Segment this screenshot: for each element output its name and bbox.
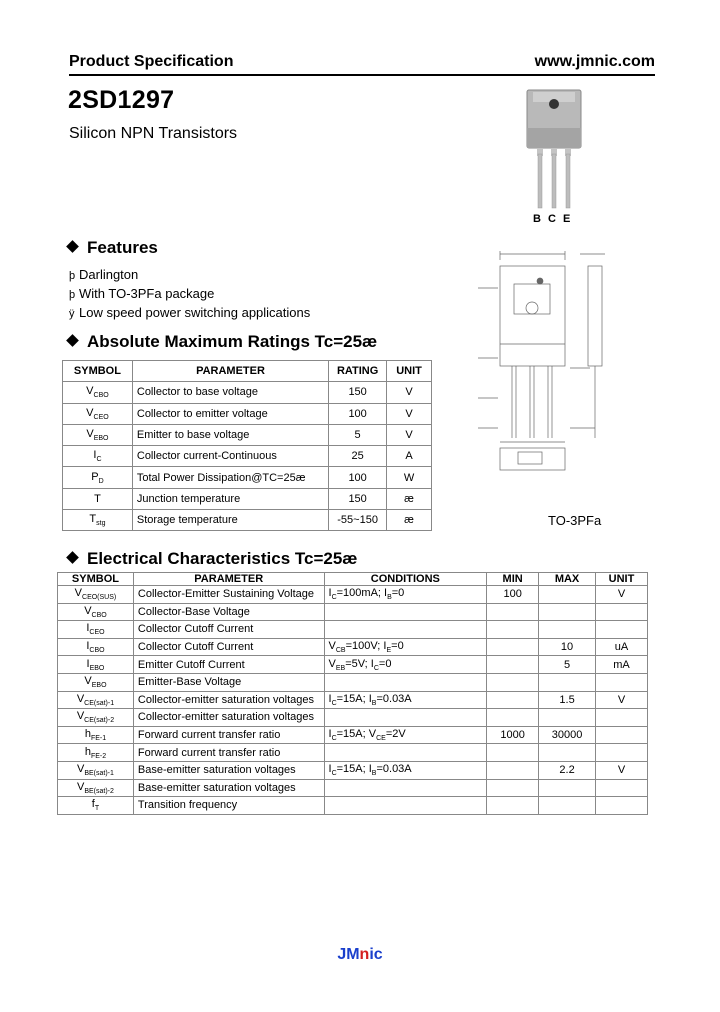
diamond-bullet-icon	[66, 334, 79, 347]
abs-max-table	[62, 360, 432, 531]
symbol-cell: $I_C$	[63, 446, 133, 467]
diamond-bullet-icon	[66, 551, 79, 564]
max-cell	[539, 603, 596, 621]
conditions-cell: $V_{EB}=5V$; $I_C=0$	[324, 656, 487, 674]
conditions-cell	[324, 779, 487, 797]
symbol-cell: $V_{CBO}$	[63, 382, 133, 403]
conditions-cell	[324, 603, 487, 621]
unit-cell	[596, 797, 648, 815]
min-cell	[487, 709, 539, 727]
parameter-cell: Base-emitter saturation voltages	[133, 761, 324, 779]
parameter-cell: Base-emitter saturation voltages	[133, 779, 324, 797]
table-row	[58, 638, 648, 656]
table-row	[58, 744, 648, 762]
parameter-cell: Collector to base voltage	[132, 382, 328, 403]
table-row	[58, 656, 648, 674]
unit-cell	[596, 744, 648, 762]
package-outline-drawing	[470, 248, 620, 498]
unit-cell	[596, 603, 648, 621]
min-cell	[487, 673, 539, 691]
parameter-cell: Collector-emitter saturation voltages	[133, 691, 324, 709]
table-header-row	[58, 573, 648, 586]
min-cell	[487, 761, 539, 779]
feature-item: ÿ Low speed power switching applications	[69, 305, 311, 320]
unit-cell: V	[596, 691, 648, 709]
conditions-cell: $I_C=15A$; $V_{CE}=2V$	[324, 726, 487, 744]
table-row	[63, 488, 432, 509]
symbol-cell: $I_{CEO}$	[58, 621, 134, 639]
conditions-cell	[324, 709, 487, 727]
symbol-cell: $h_{FE-1}$	[58, 726, 134, 744]
symbol-cell: $V_{EBO}$	[63, 424, 133, 445]
rating-cell: 150	[329, 382, 387, 403]
rating-cell: -55~150	[329, 510, 387, 531]
max-cell: 1.5	[539, 691, 596, 709]
parameter-cell: Forward current transfer ratio	[133, 744, 324, 762]
min-cell	[487, 656, 539, 674]
table-row	[63, 403, 432, 424]
parameter-cell: Collector Cutoff Current	[133, 638, 324, 656]
table-row	[63, 424, 432, 445]
parameter-cell: Transition frequency	[133, 797, 324, 815]
column-header: PARAMETER	[133, 573, 324, 586]
column-header: SYMBOL	[58, 573, 134, 586]
unit-cell	[596, 673, 648, 691]
table-row	[58, 603, 648, 621]
parameter-cell: Forward current transfer ratio	[133, 726, 324, 744]
parameter-cell: Emitter-Base Voltage	[133, 673, 324, 691]
subtitle: Silicon NPN Transistors	[69, 125, 238, 142]
package-name: TO-3PFa	[548, 513, 602, 528]
unit-cell	[596, 779, 648, 797]
min-cell	[487, 638, 539, 656]
conditions-cell: $I_C=100mA$; $I_B=0$	[324, 586, 487, 604]
column-header: CONDITIONS	[324, 573, 487, 586]
unit-cell: æ	[387, 510, 432, 531]
parameter-cell: Collector Cutoff Current	[133, 621, 324, 639]
conditions-cell	[324, 744, 487, 762]
header-title: Product Specification	[69, 53, 234, 70]
parameter-cell: Total Power Dissipation@TC=25æ	[132, 467, 328, 488]
unit-cell: V	[387, 403, 432, 424]
parameter-cell: Collector-Base Voltage	[133, 603, 324, 621]
diamond-bullet-icon	[66, 240, 79, 253]
column-header: UNIT	[387, 361, 432, 382]
rating-cell: 25	[329, 446, 387, 467]
table-header-row	[63, 361, 432, 382]
unit-cell: A	[387, 446, 432, 467]
column-header: SYMBOL	[63, 361, 133, 382]
max-cell: 2.2	[539, 761, 596, 779]
table-row	[58, 673, 648, 691]
parameter-cell: Emitter Cutoff Current	[133, 656, 324, 674]
symbol-cell: $V_{CBO}$	[58, 603, 134, 621]
unit-cell: V	[596, 586, 648, 604]
transistor-photo	[525, 88, 585, 210]
parameter-cell: Collector current-Continuous	[132, 446, 328, 467]
table-row	[58, 709, 648, 727]
min-cell: 1000	[487, 726, 539, 744]
symbol-cell: $V_{CE(sat)-1}$	[58, 691, 134, 709]
max-cell: 5	[539, 656, 596, 674]
table-row	[63, 382, 432, 403]
rating-cell: 5	[329, 424, 387, 445]
conditions-cell: $I_C=15A$; $I_B=0.03A$	[324, 761, 487, 779]
column-header: MIN	[487, 573, 539, 586]
min-cell	[487, 797, 539, 815]
parameter-cell: Storage temperature	[132, 510, 328, 531]
table-row	[58, 621, 648, 639]
min-cell	[487, 603, 539, 621]
rating-cell: 100	[329, 403, 387, 424]
max-cell	[539, 744, 596, 762]
part-number: 2SD1297	[68, 86, 175, 114]
elec-heading: Electrical Characteristics Tc=25æ	[62, 549, 357, 569]
symbol-cell: $f_T$	[58, 797, 134, 815]
max-cell	[539, 709, 596, 727]
min-cell	[487, 779, 539, 797]
conditions-cell	[324, 797, 487, 815]
header-url[interactable]: www.jmnic.com	[534, 53, 655, 70]
parameter-cell: Collector to emitter voltage	[132, 403, 328, 424]
table-row	[58, 779, 648, 797]
column-header: RATING	[329, 361, 387, 382]
parameter-cell: Junction temperature	[132, 488, 328, 509]
symbol-cell: $I_{CBO}$	[58, 638, 134, 656]
unit-cell	[596, 709, 648, 727]
min-cell: 100	[487, 586, 539, 604]
parameter-cell: Emitter to base voltage	[132, 424, 328, 445]
symbol-cell: $P_D$	[63, 467, 133, 488]
symbol-cell: $I_{EBO}$	[58, 656, 134, 674]
rating-cell: 150	[329, 488, 387, 509]
footer-brand: JMnic	[337, 946, 383, 963]
table-row	[58, 761, 648, 779]
unit-cell: mA	[596, 656, 648, 674]
table-row	[58, 726, 648, 744]
table-row	[58, 797, 648, 815]
features-heading: Features	[62, 238, 158, 258]
symbol-cell: $V_{BE(sat)-2}$	[58, 779, 134, 797]
max-cell	[539, 673, 596, 691]
max-cell: 30000	[539, 726, 596, 744]
symbol-cell: $V_{CE(sat)-2}$	[58, 709, 134, 727]
table-row	[63, 467, 432, 488]
feature-item: þ With TO-3PFa package	[69, 286, 215, 301]
parameter-cell: Collector-Emitter Sustaining Voltage	[133, 586, 324, 604]
abs-max-heading: Absolute Maximum Ratings Tc=25æ	[62, 332, 377, 352]
symbol-cell: $V_{CEO}$	[63, 403, 133, 424]
feature-item: þ Darlington	[69, 267, 139, 282]
symbol-cell: $T_{stg}$	[63, 510, 133, 531]
column-header: PARAMETER	[132, 361, 328, 382]
min-cell	[487, 621, 539, 639]
conditions-cell: $V_{CB}=100V$; $I_E=0$	[324, 638, 487, 656]
max-cell	[539, 779, 596, 797]
min-cell	[487, 691, 539, 709]
symbol-cell: $h_{FE-2}$	[58, 744, 134, 762]
symbol-cell: T	[63, 488, 133, 509]
table-row	[58, 691, 648, 709]
unit-cell: V	[387, 424, 432, 445]
unit-cell	[596, 621, 648, 639]
conditions-cell	[324, 673, 487, 691]
unit-cell	[596, 726, 648, 744]
unit-cell: V	[387, 382, 432, 403]
unit-cell: V	[596, 761, 648, 779]
parameter-cell: Collector-emitter saturation voltages	[133, 709, 324, 727]
table-row	[63, 510, 432, 531]
symbol-cell: $V_{EBO}$	[58, 673, 134, 691]
elec-table	[57, 572, 648, 815]
conditions-cell: $I_C=15A$; $I_B=0.03A$	[324, 691, 487, 709]
symbol-cell: $V_{BE(sat)-1}$	[58, 761, 134, 779]
column-header: MAX	[539, 573, 596, 586]
header-divider	[69, 74, 655, 76]
column-header: UNIT	[596, 573, 648, 586]
unit-cell: uA	[596, 638, 648, 656]
rating-cell: 100	[329, 467, 387, 488]
pin-labels: B C E	[533, 213, 573, 225]
max-cell	[539, 621, 596, 639]
max-cell	[539, 586, 596, 604]
min-cell	[487, 744, 539, 762]
max-cell: 10	[539, 638, 596, 656]
table-row	[63, 446, 432, 467]
table-row	[58, 586, 648, 604]
max-cell	[539, 797, 596, 815]
unit-cell: æ	[387, 488, 432, 509]
conditions-cell	[324, 621, 487, 639]
unit-cell: W	[387, 467, 432, 488]
symbol-cell: $V_{CEO(SUS)}$	[58, 586, 134, 604]
